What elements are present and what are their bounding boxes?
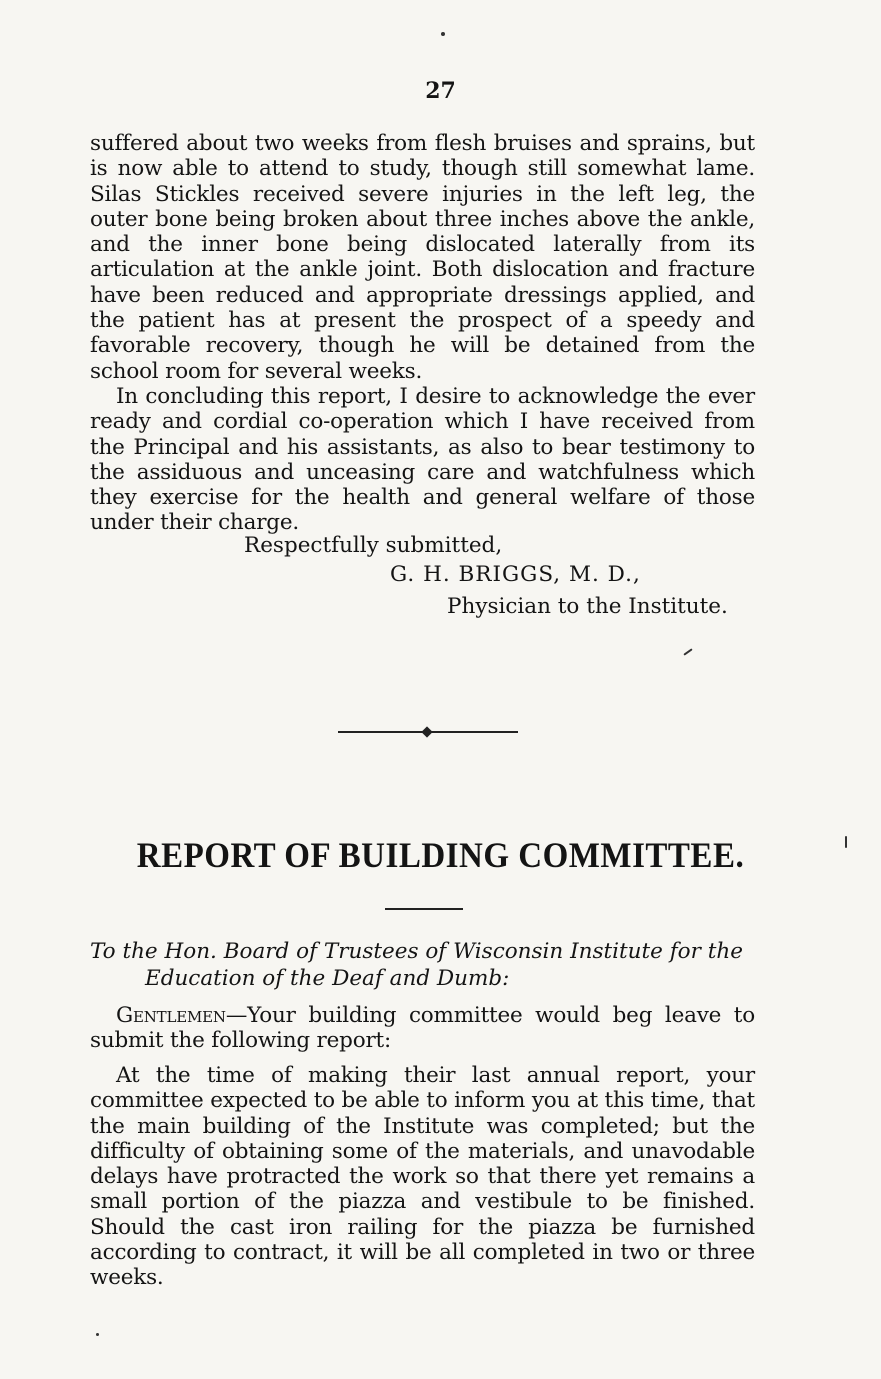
ink-speck — [441, 32, 445, 36]
page-number: 27 — [425, 78, 456, 104]
rule-diamond — [421, 726, 432, 737]
ornamental-rule — [338, 727, 518, 737]
medical-report-paragraph: suffered about two weeks from flesh bruises and sprains, but is now able to attend to study, though still somewhat lame. Silas Stickles received severe injuries in the left leg, the outer bone being broken about three inches above the ankle, and the inner bone being dislocated laterally from its articulation at the ankle joint. Both dislocation and fracture have been reduced and appropriate dressings applied, and the patient has at present the prospect of a speedy and favorable recovery, though he will be detained from the school room for several weeks. — [90, 131, 755, 384]
short-rule — [385, 908, 463, 910]
salutation-line-1: To the Hon. Board of Trustees of Wisconsin Institute for the — [90, 939, 743, 964]
ink-speck — [845, 836, 847, 848]
salutation-line-2: Education of the Deaf and Dumb: — [145, 966, 510, 991]
ink-speck — [683, 648, 692, 655]
medical-report-text — [90, 131, 755, 536]
conclusion-paragraph: In concluding this report, I desire to acknowledge the ever ready and cordial co-operation which I have received from the Principal and his assistants, as also to bear testimony to the assiduous and unceasing care and watchfulness which they exercise for the health and general welfare of those under their charge. — [90, 383, 755, 536]
committee-report-paragraph: At the time of making their last annual report, your committee expected to be able to inform you at this time, that the main building of the Institute was completed; but the difficulty of obtaining some of the materials, and unavodable delays have protracted the work so that there yet remains a small portion of the piazza and vestibule to be finished. Should the cast iron railing for the piazza be furnished according to contract, it will be all completed in two or three weeks. — [90, 1063, 755, 1291]
section-heading: REPORT OF BUILDING COMMITTEE. — [136, 836, 745, 876]
closing-line: Respectfully submitted, — [244, 533, 503, 558]
ink-speck — [96, 1333, 99, 1336]
gentlemen-text: —Your building committee would beg leave to submit the following report: — [90, 1003, 755, 1054]
gentlemen-paragraph — [90, 1003, 755, 1054]
signature-title: Physician to the Institute. — [447, 594, 728, 619]
gentlemen-word: Gentlemen — [116, 1003, 226, 1028]
signature-name: G. H. BRIGGS, M. D., — [390, 562, 641, 587]
salutation — [90, 938, 758, 992]
committee-report-text — [90, 1063, 755, 1291]
